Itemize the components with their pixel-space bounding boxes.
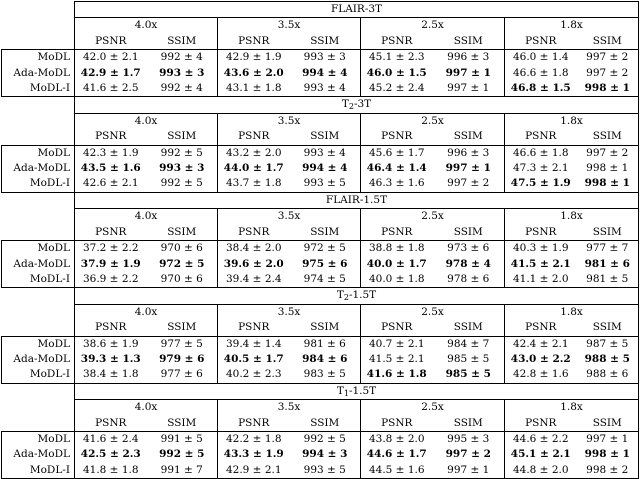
metric-header-row xyxy=(2,225,639,241)
block-title-text: T xyxy=(336,289,344,302)
table-row xyxy=(2,241,639,257)
value-cell: 992 ± 4 xyxy=(147,81,218,97)
block-title-suffix: -3T xyxy=(353,98,372,111)
value-cell: 998 ± 2 xyxy=(577,463,639,479)
results-table xyxy=(1,1,639,479)
value-cell: 992 ± 5 xyxy=(147,447,218,462)
metric-header: PSNR xyxy=(505,320,577,336)
value-cell: 997 ± 2 xyxy=(433,447,505,462)
metric-header: PSNR xyxy=(75,225,147,241)
block-title-text: T xyxy=(336,384,344,397)
value-cell: 977 ± 6 xyxy=(147,367,218,383)
metric-header: SSIM xyxy=(577,320,639,336)
value-cell: 992 ± 5 xyxy=(290,431,361,447)
value-cell: 972 ± 5 xyxy=(147,257,218,272)
acceleration-factor: 3.5x xyxy=(218,209,361,225)
acceleration-factor: 4.0x xyxy=(75,18,218,34)
metric-header: SSIM xyxy=(290,225,361,241)
block-title-text: T xyxy=(341,98,349,111)
value-cell: 42.9 ± 1.7 xyxy=(75,66,147,81)
block-title-row xyxy=(2,97,639,113)
acceleration-factor: 1.8x xyxy=(505,209,639,225)
value-cell: 41.5 ± 2.1 xyxy=(505,257,577,272)
acceleration-factor: 2.5x xyxy=(361,304,505,320)
acceleration-factor: 3.5x xyxy=(218,304,361,320)
value-cell: 997 ± 1 xyxy=(433,66,505,81)
metric-header: PSNR xyxy=(505,225,577,241)
value-cell: 38.8 ± 1.8 xyxy=(361,241,433,257)
empty-cell xyxy=(2,320,75,336)
value-cell: 997 ± 1 xyxy=(433,161,505,176)
acceleration-factor: 1.8x xyxy=(505,400,639,416)
value-cell: 977 ± 7 xyxy=(577,241,639,257)
metric-header: SSIM xyxy=(433,320,505,336)
value-cell: 994 ± 4 xyxy=(290,161,361,176)
method-name: MoDL-I xyxy=(2,176,75,192)
block-title-suffix: -1.5T xyxy=(348,384,377,397)
table-row xyxy=(2,463,639,479)
value-cell: 43.3 ± 1.9 xyxy=(218,447,290,462)
method-name: Ada-MoDL xyxy=(2,257,75,272)
method-name: Ada-MoDL xyxy=(2,66,75,81)
value-cell: 997 ± 2 xyxy=(433,176,505,192)
metric-header: PSNR xyxy=(75,320,147,336)
table-row xyxy=(2,66,639,81)
method-name: MoDL xyxy=(2,431,75,447)
value-cell: 43.0 ± 2.2 xyxy=(505,352,577,367)
method-name: MoDL-I xyxy=(2,81,75,97)
value-cell: 998 ± 1 xyxy=(577,447,639,462)
table-row xyxy=(2,431,639,447)
value-cell: 41.6 ± 2.4 xyxy=(75,431,147,447)
value-cell: 43.8 ± 2.0 xyxy=(361,431,433,447)
metric-header: PSNR xyxy=(75,34,147,50)
value-cell: 39.4 ± 2.4 xyxy=(218,272,290,288)
value-cell: 46.6 ± 1.8 xyxy=(505,66,577,81)
acceleration-factor: 3.5x xyxy=(218,18,361,34)
value-cell: 40.0 ± 1.7 xyxy=(361,257,433,272)
empty-cell xyxy=(2,18,75,34)
acceleration-header-row xyxy=(2,113,639,129)
block-title xyxy=(75,192,639,208)
value-cell: 44.6 ± 1.7 xyxy=(361,447,433,462)
empty-cell xyxy=(2,383,75,399)
metric-header: SSIM xyxy=(147,320,218,336)
value-cell: 40.5 ± 1.7 xyxy=(218,352,290,367)
acceleration-factor: 3.5x xyxy=(218,113,361,129)
value-cell: 40.7 ± 2.1 xyxy=(361,336,433,352)
metric-header: PSNR xyxy=(218,416,290,432)
metric-header: PSNR xyxy=(218,320,290,336)
method-name: MoDL xyxy=(2,336,75,352)
block-title-text: FLAIR-1.5T xyxy=(325,193,388,206)
method-name: MoDL xyxy=(2,241,75,257)
value-cell: 994 ± 4 xyxy=(290,66,361,81)
empty-cell xyxy=(2,97,75,113)
value-cell: 992 ± 5 xyxy=(147,145,218,161)
metric-header: SSIM xyxy=(577,34,639,50)
value-cell: 46.0 ± 1.5 xyxy=(361,66,433,81)
value-cell: 44.6 ± 2.2 xyxy=(505,431,577,447)
value-cell: 42.4 ± 2.1 xyxy=(505,336,577,352)
value-cell: 45.2 ± 2.4 xyxy=(361,81,433,97)
block-title xyxy=(75,2,639,18)
value-cell: 998 ± 1 xyxy=(577,161,639,176)
method-name: MoDL xyxy=(2,145,75,161)
value-cell: 996 ± 3 xyxy=(433,50,505,66)
block-title-row xyxy=(2,192,639,208)
metric-header: PSNR xyxy=(505,416,577,432)
acceleration-factor: 2.5x xyxy=(361,113,505,129)
metric-header: PSNR xyxy=(505,129,577,145)
empty-cell xyxy=(2,225,75,241)
value-cell: 40.0 ± 1.8 xyxy=(361,272,433,288)
value-cell: 42.2 ± 1.8 xyxy=(218,431,290,447)
value-cell: 991 ± 5 xyxy=(147,431,218,447)
block-title-row xyxy=(2,288,639,304)
value-cell: 993 ± 4 xyxy=(290,145,361,161)
block-title-suffix: -1.5T xyxy=(348,289,377,302)
value-cell: 46.4 ± 1.4 xyxy=(361,161,433,176)
value-cell: 40.2 ± 2.3 xyxy=(218,367,290,383)
value-cell: 38.6 ± 1.9 xyxy=(75,336,147,352)
value-cell: 993 ± 3 xyxy=(147,161,218,176)
empty-cell xyxy=(2,192,75,208)
acceleration-factor: 4.0x xyxy=(75,304,218,320)
table-row xyxy=(2,336,639,352)
block-title-row xyxy=(2,383,639,399)
value-cell: 43.7 ± 1.8 xyxy=(218,176,290,192)
acceleration-factor: 4.0x xyxy=(75,400,218,416)
metric-header-row xyxy=(2,320,639,336)
metric-header: SSIM xyxy=(147,416,218,432)
metric-header: SSIM xyxy=(577,225,639,241)
empty-cell xyxy=(2,416,75,432)
value-cell: 996 ± 3 xyxy=(433,145,505,161)
value-cell: 45.6 ± 1.7 xyxy=(361,145,433,161)
value-cell: 978 ± 6 xyxy=(433,272,505,288)
table-row xyxy=(2,352,639,367)
method-name: MoDL-I xyxy=(2,272,75,288)
value-cell: 973 ± 6 xyxy=(433,241,505,257)
value-cell: 44.5 ± 1.6 xyxy=(361,463,433,479)
value-cell: 41.5 ± 2.1 xyxy=(361,352,433,367)
value-cell: 41.6 ± 1.8 xyxy=(361,367,433,383)
value-cell: 46.0 ± 1.4 xyxy=(505,50,577,66)
value-cell: 997 ± 1 xyxy=(433,81,505,97)
value-cell: 44.0 ± 1.7 xyxy=(218,161,290,176)
metric-header: SSIM xyxy=(290,34,361,50)
metric-header: SSIM xyxy=(433,416,505,432)
empty-cell xyxy=(2,2,75,18)
value-cell: 42.6 ± 2.1 xyxy=(75,176,147,192)
value-cell: 997 ± 2 xyxy=(577,50,639,66)
value-cell: 988 ± 5 xyxy=(577,352,639,367)
acceleration-header-row xyxy=(2,400,639,416)
value-cell: 42.3 ± 1.9 xyxy=(75,145,147,161)
value-cell: 972 ± 5 xyxy=(290,241,361,257)
metric-header: PSNR xyxy=(218,225,290,241)
acceleration-header-row xyxy=(2,304,639,320)
metric-header: PSNR xyxy=(75,416,147,432)
metric-header-row xyxy=(2,34,639,50)
value-cell: 981 ± 5 xyxy=(577,272,639,288)
empty-cell xyxy=(2,113,75,129)
value-cell: 975 ± 6 xyxy=(290,257,361,272)
method-name: MoDL-I xyxy=(2,367,75,383)
value-cell: 992 ± 5 xyxy=(147,176,218,192)
value-cell: 39.4 ± 1.4 xyxy=(218,336,290,352)
acceleration-factor: 1.8x xyxy=(505,304,639,320)
value-cell: 41.6 ± 2.5 xyxy=(75,81,147,97)
value-cell: 42.8 ± 1.6 xyxy=(505,367,577,383)
value-cell: 39.3 ± 1.3 xyxy=(75,352,147,367)
metric-header: PSNR xyxy=(361,34,433,50)
acceleration-factor: 4.0x xyxy=(75,113,218,129)
value-cell: 43.5 ± 1.6 xyxy=(75,161,147,176)
value-cell: 997 ± 2 xyxy=(577,66,639,81)
acceleration-factor: 1.8x xyxy=(505,113,639,129)
table-row xyxy=(2,50,639,66)
metric-header: SSIM xyxy=(290,129,361,145)
value-cell: 42.9 ± 2.1 xyxy=(218,463,290,479)
empty-cell xyxy=(2,209,75,225)
value-cell: 985 ± 5 xyxy=(433,352,505,367)
block-title-text: FLAIR-3T xyxy=(330,3,383,15)
value-cell: 45.1 ± 2.3 xyxy=(361,50,433,66)
acceleration-factor: 1.8x xyxy=(505,18,639,34)
metric-header: PSNR xyxy=(361,129,433,145)
value-cell: 42.9 ± 1.9 xyxy=(218,50,290,66)
value-cell: 47.3 ± 2.1 xyxy=(505,161,577,176)
value-cell: 993 ± 5 xyxy=(290,463,361,479)
metric-header-row xyxy=(2,129,639,145)
value-cell: 46.3 ± 1.6 xyxy=(361,176,433,192)
metric-header-row xyxy=(2,416,639,432)
metric-header: SSIM xyxy=(433,225,505,241)
acceleration-factor: 2.5x xyxy=(361,18,505,34)
value-cell: 37.2 ± 2.2 xyxy=(75,241,147,257)
value-cell: 994 ± 3 xyxy=(290,447,361,462)
metric-header: SSIM xyxy=(290,416,361,432)
value-cell: 983 ± 5 xyxy=(290,367,361,383)
metric-header: PSNR xyxy=(218,34,290,50)
value-cell: 984 ± 7 xyxy=(433,336,505,352)
block-title-row xyxy=(2,2,639,18)
value-cell: 993 ± 3 xyxy=(290,50,361,66)
value-cell: 970 ± 6 xyxy=(147,272,218,288)
value-cell: 41.1 ± 2.0 xyxy=(505,272,577,288)
metric-header: PSNR xyxy=(75,129,147,145)
value-cell: 38.4 ± 1.8 xyxy=(75,367,147,383)
value-cell: 38.4 ± 2.0 xyxy=(218,241,290,257)
method-name: Ada-MoDL xyxy=(2,447,75,462)
value-cell: 44.8 ± 2.0 xyxy=(505,463,577,479)
value-cell: 979 ± 6 xyxy=(147,352,218,367)
value-cell: 36.9 ± 2.2 xyxy=(75,272,147,288)
metric-header: PSNR xyxy=(361,225,433,241)
metric-header: PSNR xyxy=(361,416,433,432)
value-cell: 991 ± 7 xyxy=(147,463,218,479)
acceleration-header-row xyxy=(2,18,639,34)
value-cell: 970 ± 6 xyxy=(147,241,218,257)
metric-header: PSNR xyxy=(505,34,577,50)
metric-header: SSIM xyxy=(433,129,505,145)
value-cell: 45.1 ± 2.1 xyxy=(505,447,577,462)
value-cell: 981 ± 6 xyxy=(290,336,361,352)
method-name: Ada-MoDL xyxy=(2,161,75,176)
value-cell: 987 ± 5 xyxy=(577,336,639,352)
table-row xyxy=(2,81,639,97)
value-cell: 46.8 ± 1.5 xyxy=(505,81,577,97)
value-cell: 46.6 ± 1.8 xyxy=(505,145,577,161)
table-row xyxy=(2,176,639,192)
value-cell: 997 ± 2 xyxy=(577,145,639,161)
value-cell: 974 ± 5 xyxy=(290,272,361,288)
value-cell: 981 ± 6 xyxy=(577,257,639,272)
acceleration-factor: 2.5x xyxy=(361,209,505,225)
metric-header: SSIM xyxy=(147,225,218,241)
acceleration-header-row xyxy=(2,209,639,225)
value-cell: 998 ± 1 xyxy=(577,176,639,192)
value-cell: 984 ± 6 xyxy=(290,352,361,367)
value-cell: 985 ± 5 xyxy=(433,367,505,383)
table-row xyxy=(2,161,639,176)
acceleration-factor: 2.5x xyxy=(361,400,505,416)
value-cell: 43.1 ± 1.8 xyxy=(218,81,290,97)
value-cell: 993 ± 4 xyxy=(290,81,361,97)
empty-cell xyxy=(2,288,75,304)
table-row xyxy=(2,145,639,161)
block-title xyxy=(75,383,639,399)
value-cell: 997 ± 1 xyxy=(577,431,639,447)
value-cell: 993 ± 3 xyxy=(147,66,218,81)
value-cell: 47.5 ± 1.9 xyxy=(505,176,577,192)
value-cell: 43.6 ± 2.0 xyxy=(218,66,290,81)
block-title xyxy=(75,288,639,304)
block-title xyxy=(75,97,639,113)
block-title-subscript: 2 xyxy=(343,293,349,303)
metric-header: SSIM xyxy=(577,416,639,432)
value-cell: 992 ± 4 xyxy=(147,50,218,66)
value-cell: 39.6 ± 2.0 xyxy=(218,257,290,272)
block-title-subscript: 2 xyxy=(348,102,354,112)
value-cell: 41.8 ± 1.8 xyxy=(75,463,147,479)
value-cell: 988 ± 6 xyxy=(577,367,639,383)
value-cell: 42.5 ± 2.3 xyxy=(75,447,147,462)
empty-cell xyxy=(2,34,75,50)
metric-header: PSNR xyxy=(218,129,290,145)
empty-cell xyxy=(2,304,75,320)
value-cell: 998 ± 1 xyxy=(577,81,639,97)
empty-cell xyxy=(2,400,75,416)
method-name: MoDL xyxy=(2,50,75,66)
table-row xyxy=(2,367,639,383)
value-cell: 993 ± 5 xyxy=(290,176,361,192)
value-cell: 977 ± 5 xyxy=(147,336,218,352)
acceleration-factor: 4.0x xyxy=(75,209,218,225)
value-cell: 995 ± 3 xyxy=(433,431,505,447)
block-title-subscript: 1 xyxy=(343,388,349,398)
value-cell: 37.9 ± 1.9 xyxy=(75,257,147,272)
method-name: Ada-MoDL xyxy=(2,352,75,367)
table-row xyxy=(2,272,639,288)
metric-header: SSIM xyxy=(147,129,218,145)
value-cell: 43.2 ± 2.0 xyxy=(218,145,290,161)
table-row xyxy=(2,257,639,272)
method-name: MoDL-I xyxy=(2,463,75,479)
value-cell: 40.3 ± 1.9 xyxy=(505,241,577,257)
empty-cell xyxy=(2,129,75,145)
metric-header: SSIM xyxy=(433,34,505,50)
metric-header: SSIM xyxy=(290,320,361,336)
metric-header: PSNR xyxy=(361,320,433,336)
metric-header: SSIM xyxy=(147,34,218,50)
value-cell: 978 ± 4 xyxy=(433,257,505,272)
value-cell: 42.0 ± 2.1 xyxy=(75,50,147,66)
metric-header: SSIM xyxy=(577,129,639,145)
acceleration-factor: 3.5x xyxy=(218,400,361,416)
value-cell: 997 ± 1 xyxy=(433,463,505,479)
